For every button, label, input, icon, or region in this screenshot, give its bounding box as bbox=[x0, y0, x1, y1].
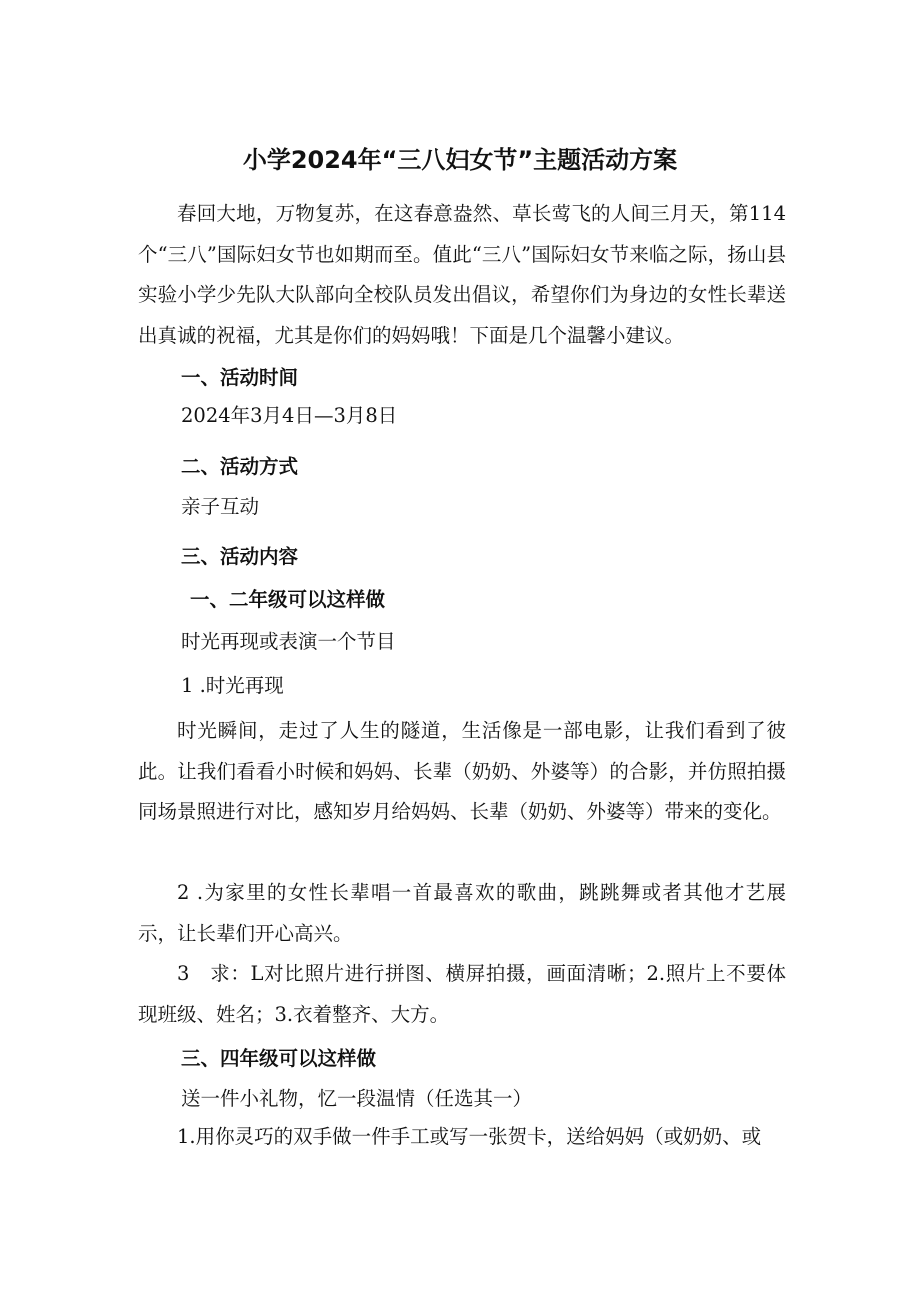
section-heading-time: 一、活动时间 bbox=[181, 366, 299, 389]
grade2-item1-paragraph: 时光瞬间，走过了人生的隧道，生活像是一部电影，让我们看到了彼此。让我们看看小时候和妈妈、长辈（奶奶、外婆等）的合影，并仿照拍摄同场景照进行对比，感知岁月给妈妈、长辈（奶奶、外婆等）带来的变化。 bbox=[138, 719, 786, 824]
grade4-heading: 三、四年级可以这样做 bbox=[181, 1047, 377, 1070]
document-title: 小学2024年“三八妇女节”主题活动方案 bbox=[242, 146, 678, 174]
grade4-item1-paragraph: 1.用你灵巧的双手做一件手工或写一张贺卡，送给妈妈（或奶奶、或 bbox=[177, 1125, 762, 1148]
grade2-subtitle: 时光再现或表演一个节目 bbox=[181, 630, 396, 653]
grade2-requirements-paragraph: 3 求：L对比照片进行拼图、横屏拍摄，画面清晰；2.照片上不要体现班级、姓名；3.衣着整齐、大方。 bbox=[138, 962, 786, 1026]
section-heading-method: 二、活动方式 bbox=[181, 455, 299, 478]
grade2-item2-paragraph: 2 .为家里的女性长辈唱一首最喜欢的歌曲，跳跳舞或者其他才艺展示，让长辈们开心高兴。 bbox=[138, 881, 786, 945]
activity-time-text: 2024年3月4日—3月8日 bbox=[181, 404, 398, 427]
grade4-subtitle: 送一件小礼物，忆一段温情（任选其一） bbox=[181, 1087, 533, 1110]
section-heading-content: 三、活动内容 bbox=[181, 545, 299, 568]
grade2-item1-title: 1 .时光再现 bbox=[181, 674, 284, 697]
grade2-heading: 一、二年级可以这样做 bbox=[190, 588, 386, 611]
intro-paragraph: 春回大地，万物复苏，在这春意盎然、草长莺飞的人间三月天，第114个“三八”国际妇女节也如期而至。值此“三八”国际妇女节来临之际，扬山县实验小学少先队大队部向全校队员发出倡议，希望你们为身边的女性长辈送出真诚的祝福，尤其是你们的妈妈哦！下面是几个温馨小建议。 bbox=[138, 202, 786, 347]
activity-method-text: 亲子互动 bbox=[181, 495, 260, 518]
